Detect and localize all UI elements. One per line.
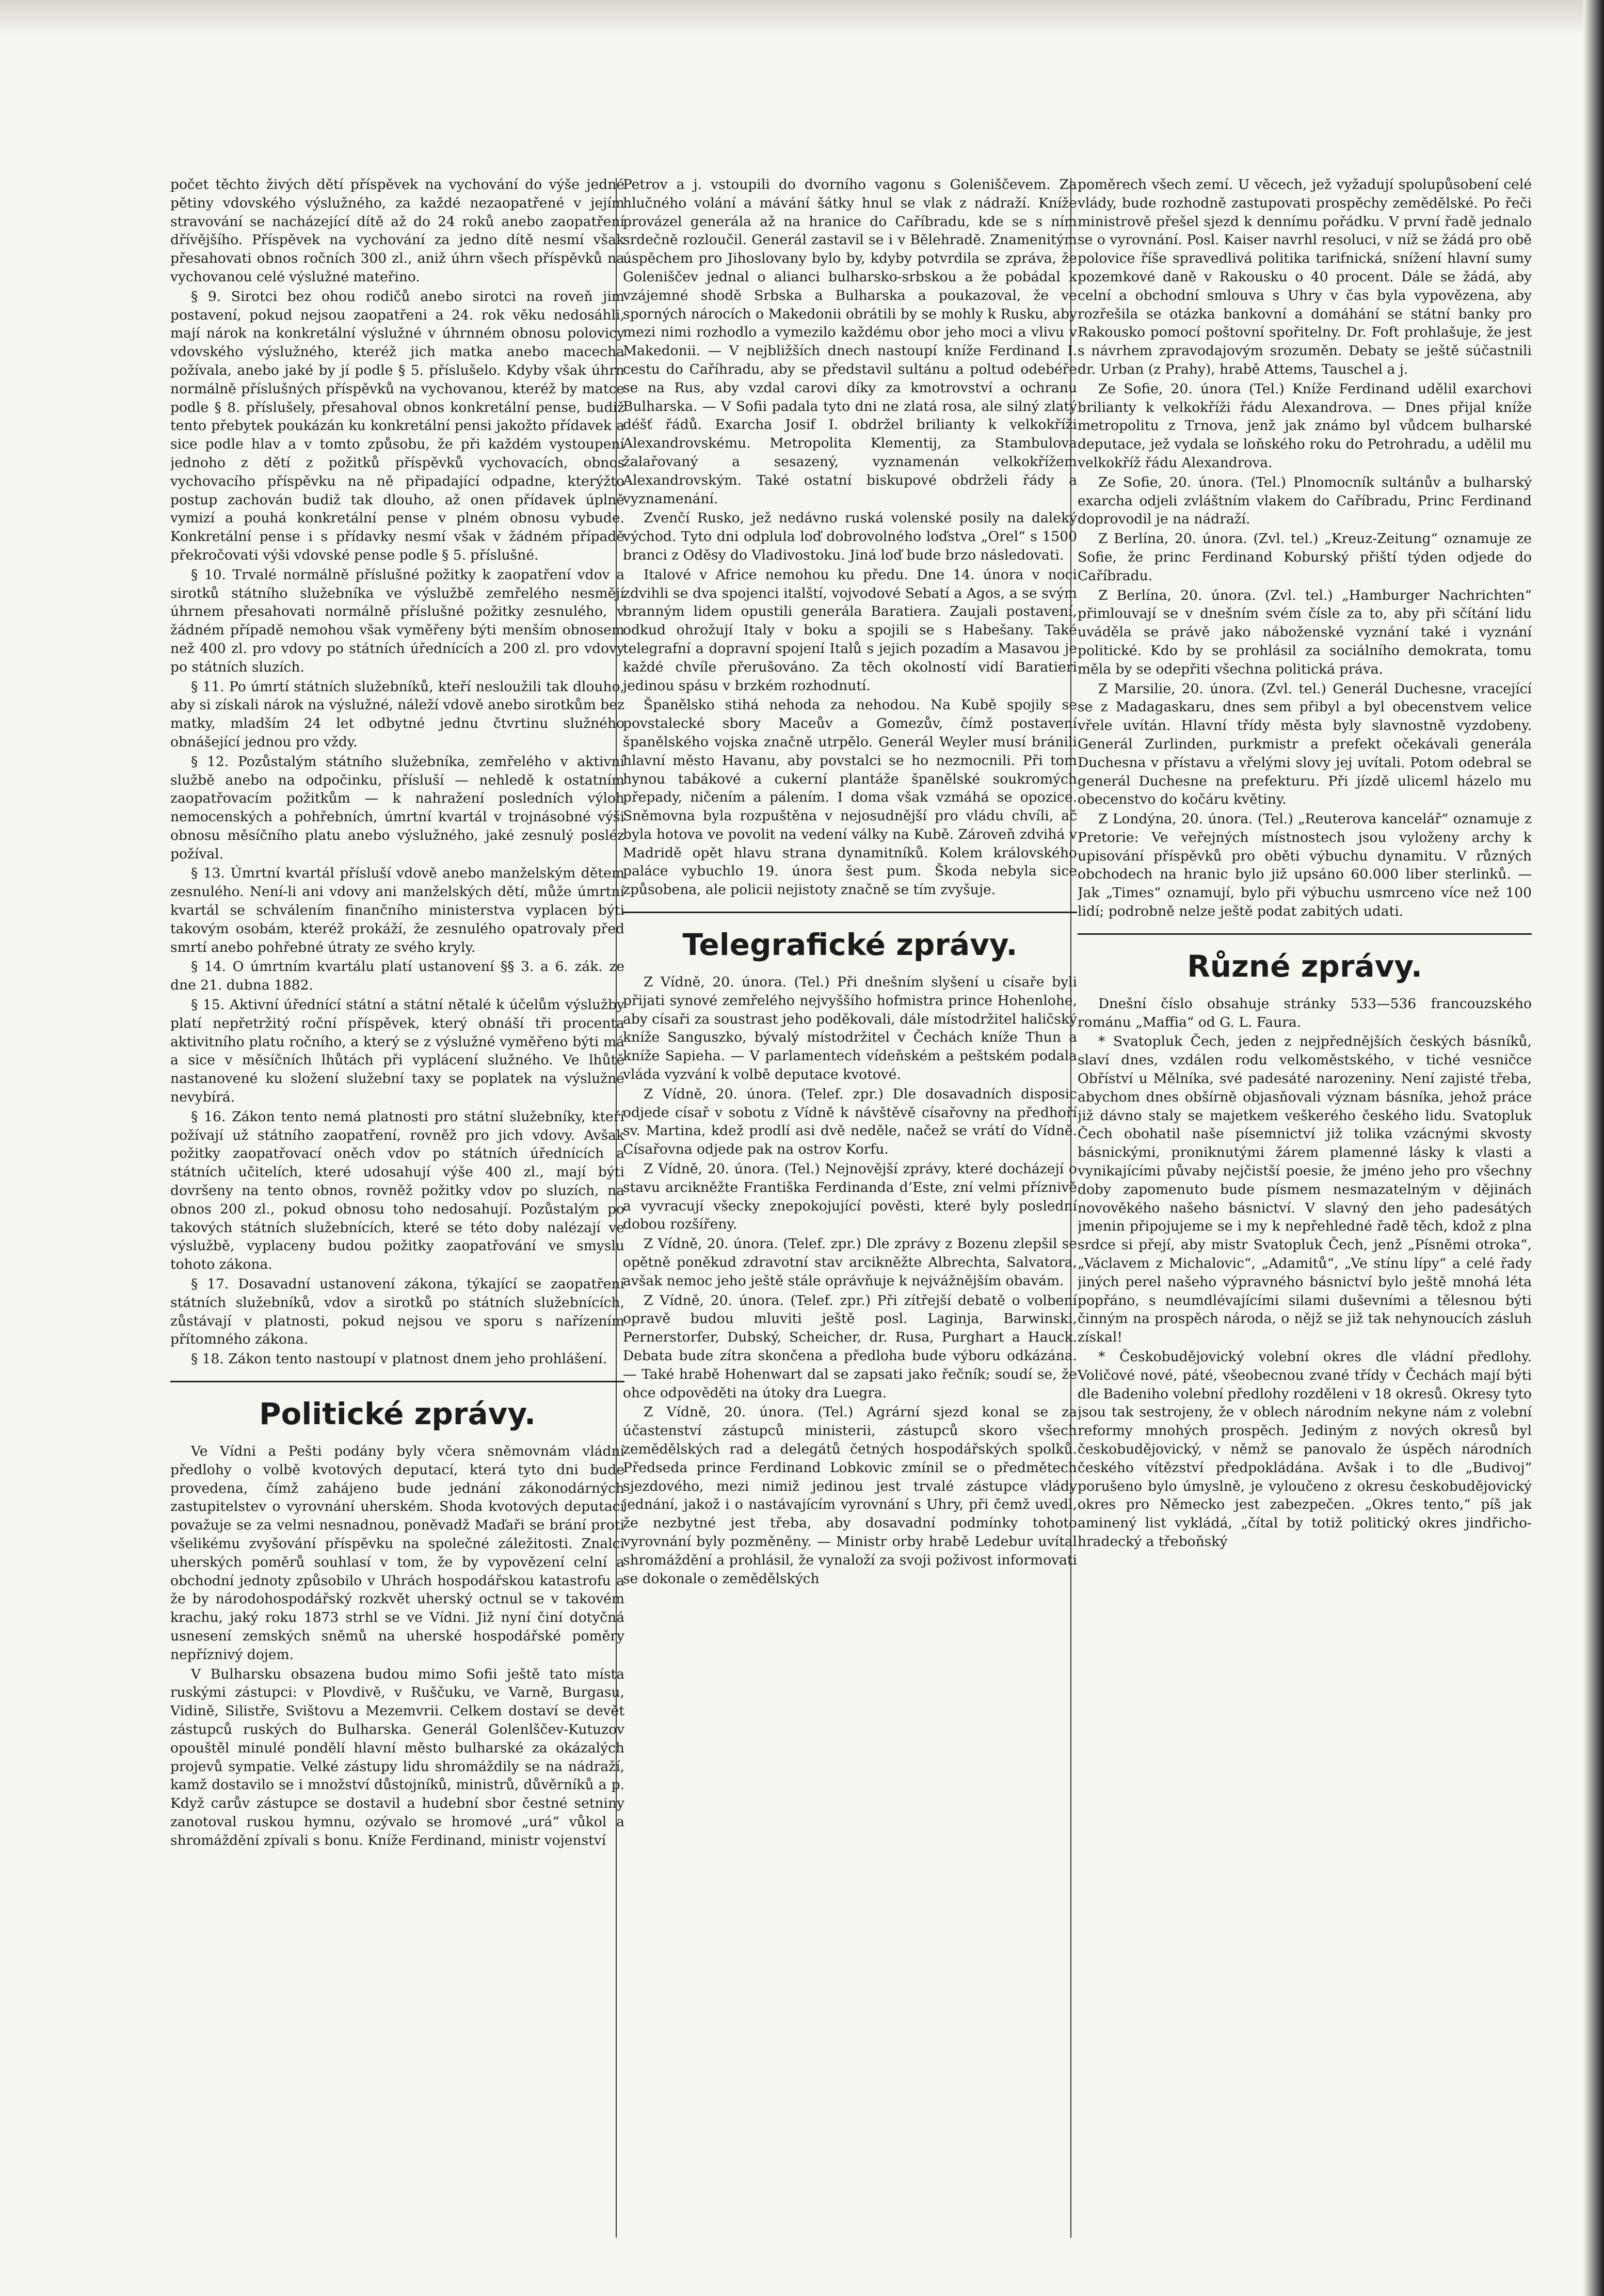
article-paragraph: počet těchto živých dětí příspěvek na vychování do výše jedné pětiny vdovského výslužného, za každé nezaopatřené v jejím stravování se nacházející dítě až do 24 roků anebo zaopatření dřívějšího. Příspěvek na vychování za jedno dítě nesmí však přesahovati obnos ročních 300 zl., aniž úhrn všech příspěvků na vychovanou celé výslužné mateřino.	[170, 177, 624, 285]
article-paragraph: § 17. Dosavadní ustanovení zákona, týkající se zaopatření státních služebníků, vdov a sirotků po státních služebnících, zůstávají v platnosti, pokud nejsou ve sporu s nařízením přítomného zákona.	[170, 1276, 624, 1348]
article-paragraph: Z Vídně, 20. února. (Tel.) Nejnovější zprávy, které docházejí o stavu arcikněžte Františka Ferdinanda d’Este, zní velmi příznivě a vyvracují všecky znepokojující pověsti, které byly poslední dobou rozšířeny.	[623, 1161, 1077, 1233]
section-rule	[623, 912, 1077, 913]
article-paragraph: * Svatopluk Čech, jeden z nejpřednějších českých básníků, slaví dnes, vzdálen rodu velkoměstského, v tiché vesničce Obříství u Mělníka, své padesáté narozeniny. Není zajisté třeba, abychom dnes obšírně objasňovali význam básníka, jehož práce již dávno staly se majetkem veškerého českého lidu. Svatopluk Čech obohatil naše písemnictví již tolika vzácnými skvosty básnickými, proniknutými žárem plamenné lásky k vlasti a vynikajícími půvaby nejčistší poesie, že jméno jeho pro všechny doby zapomenuto bude písmem nesmazatelným v dějinách novověkého našeho básnictví. V slavný den jeho padesátých jmenin připojujeme se i my k nepřehledné řadě těch, kdož z plna srdce si přejí, aby mistr Svatopluk Čech, jenž „Písněmi otroka“, „Václavem z Michalovic“, „Adamitů“, „Ve stínu lípy“ a celé řady jiných perel našeho výpravného básnictví bylo ještě mnohá léta popřáno, s neumdlévajícími silami duševními a tělesnou býti činným na prospěch národa, o nějž se již tak nehynoucích zásluh získal!	[1078, 1033, 1532, 1346]
column-right	[1078, 176, 1532, 2251]
article-paragraph: Španělsko stihá nehoda za nehodou. Na Kubě spojily se povstalecké sbory Maceův a Gomezův, čímž postavení španělského vojska značně utrpělo. Generál Weyler musí bránili hlavní město Havanu, aby povstalci se ho nezmocnili. Při tom hynou tabákové a cukerní plantáže španělské soukromých přepady, ničením a pálením. I doma však vzmáhá se opozice. Sněmovna byla rozpuštěna v nejosudnější pro vládu chvíli, ač byla hotova ve povolit na vedení války na Kubě. Zároveň zdvihá v Madridě opět hlavu strana dynamitníků. Kolem královského paláce vybuchlo 19. února šest pum. Škoda nebyla sice způsobena, ale policii nejistoty značně se tím zvyšuje.	[623, 697, 1077, 898]
article-paragraph: Z Berlína, 20. února. (Zvl. tel.) „Hamburger Nachrichten“ přimlouvají se v dnešním svém čísle za to, aby při sčítání lidu uváděla se právě jako náboženské vyznání také i vyznání politické. Kdo by se prohlásil za sociálního demokrata, tomu měla by se odepřiti všechna politická práva.	[1078, 587, 1532, 677]
section-heading: Politické zprávy.	[259, 1396, 536, 1431]
section-rule	[170, 1381, 624, 1382]
article-paragraph: Dnešní číslo obsahuje stránky 533—536 francouzského románu „Maffia“ od G. L. Faura.	[1078, 995, 1532, 1030]
article-paragraph: Z Vídně, 20. února. (Telef. zpr.) Dle dosavadních disposic odjede císař v sobotu z Vídně k návštěvě císařovny na předhoří sv. Martina, kdež prodlí asi dvě neděle, načež se vrátí do Vídně. Císařovna odjede pak na ostrov Korfu.	[623, 1086, 1077, 1158]
article-paragraph: Z Marsilie, 20. února. (Zvl. tel.) Generál Duchesne, vracející se z Madagaskaru, dnes sem přibyl a byl obecenstvem velice vřele uvítán. Hlavní třídy města byly slavnostně vyzdobeny. Generál Zurlinden, purkmistr a prefekt očekávali generála Duchesna v přístavu a vřelými slovy jej uvítali. Potom odebral se generál Duchesne na prefekturu. Při jízdě uliceml házelo mu obecenstvo do kočáru květiny.	[1078, 680, 1532, 808]
article-paragraph: § 16. Zákon tento nemá platnosti pro státní služebníky, kteří požívají už státního zaopatření, rovněž pro jich vdovy. Avšak požitky zaopatřovací oněch vdov po státních úřednících a státních učitelích, které udosahují výše 400 zl., mají býti dovršeny na tento obnos, rovněž požitky vdov po sluzích, na obnos 200 zl., pokud obnosu toho nedosahují. Pozůstalým po takových státních služebnících, které se této doby nalézají ve výslužbě, vyplaceny budou požitky zaopatřování ve smyslu tohoto zákona.	[170, 1108, 624, 1273]
article-paragraph: Ze Sofie, 20. února (Tel.) Kníže Ferdinand udělil exarchovi brilianty k velkokříži řádu Alexandrova. — Dnes přijal kníže metropolitu z Trnova, jenž jak známo byl vůdcem bulharské deputace, jež vydala se loňského roku do Petrohradu, a udělil mu velkokříž řádu Alexandrova.	[1078, 380, 1532, 471]
section-heading: Telegrafické zprávy.	[682, 927, 1018, 963]
article-paragraph: § 14. O úmrtním kvartálu platí ustanovení §§ 3. a 6. zák. ze dne 21. dubna 1882.	[170, 959, 624, 994]
article-paragraph: * Českobudějovický volební okres dle vládní předlohy. Voličové nové, páté, všeobecnou zvané třídy v Čechách mají býti dle Badeniho volební předlohy rozděleni v 18 okresů. Okresy tyto jsou tak sestrojeny, že v oblech národním nekyne nám z volební reformy mnohých prospěch. Jediným z nových okresů byl českobudějovický, v němž se panovalo že úspěch národních českého vítězství předpokládána. Avšak i to dle „Budivoj“ porušeno bylo úmyslně, je vyloučeno z okresu českobudějovický okres pro Německo jest zabezpečen. „Okres tento,“ píš jak aminený list vykládá, „čítal by totiž politický okres jindřicho-hradecký a třeboňský	[1078, 1349, 1532, 1550]
column-left	[170, 176, 624, 2251]
article-paragraph: § 12. Pozůstalým státního služebníka, zemřelého v aktivní službě anebo na odpočinku, přísluší — nehledě k ostatním zaopatřovacím požitkům — k nahražení posledních výloh nemocenských a pohřebních, úmrtní kvartál v trojnásobné výši obnosu měsíčního platu anebo výslužného, jaké zesnulý posléz požíval.	[170, 753, 624, 862]
article-paragraph: § 13. Úmrtní kvartál přísluší vdově anebo manželským dětem zesnulého. Není-li ani vdovy ani manželských dětí, může úmrtní kvartál se schválením finančního ministerstva vyplacen býti takovým osobám, kteréž prokáží, že zesnulého opatrovaly před smrtí anebo pohřebné útraty ze svého kryly.	[170, 865, 624, 955]
article-paragraph: Z Vídně, 20. února. (Tel.) Při dnešním slyšení u císaře byli přijati synové zemřelého nejvyššího hofmistra prince Hohenlohe, aby císaři za soustrast jeho poděkovali, dále místodržitel haličský kníže Sanguszko, bývalý místodržitel v Čechách kníže Thun a kníže Sapieha. — V parlamentech vídeňském a peštském podala vláda vyzvání k volbě deputace kvotové.	[623, 974, 1077, 1083]
article-paragraph: Z Vídně, 20. února. (Tel.) Agrární sjezd konal se za účastenství zástupců ministerii, zástupců skoro všech zemědělských rad a delegátů četných hospodářských spolků. Předseda prince Ferdinand Lobkovic zmínil se o předmětech sjezdového, mezi nimiž jedinou jest trvalé zástupce vlády jednání, jakož i o nastávajícím vyrovnání s Uhry, při čemž uvedl, že nezbytné jest třeba, aby dosavadní podmínky tohoto vyrovnání byly pozměněny. — Ministr orby hrabě Ledebur uvítal shromáždění a prohlásil, že vynaloží za svoji poživost informovati se dokonale o zemědělských	[623, 1404, 1077, 1587]
column-middle	[623, 176, 1077, 2251]
article-paragraph: Ze Sofie, 20. února. (Tel.) Plnomocník sultánův a bulharský exarcha odjeli zvláštním vlakem do Caříbradu, Princ Ferdinand doprovodil je na nádraží.	[1078, 474, 1532, 528]
article-paragraph: § 9. Sirotci bez ohou rodičů anebo sirotci na roveň jim postavení, pokud nejsou zaopatřeni a 24. rok věku nedosáhli, mají nárok na konkretální výslužné v úhrnném obnosu polovicy vdovského výslužného, kteréž jich matka anebo macecha požívala, anebo jaké by jí podle § 5. příslušelo. Kdyby však úhrn normálně příslušných příspěvků na vychovanou, kteréž by matce podle § 8. příslušely, přesahoval obnos konkretální pense, budiž tento přebytek poukázán ku konkretální pensi jakožto přídavek a sice podle hlav a v tomto způsobu, že při každém vystoupení jednoho z dětí z požitků příspěvků vychovacích, obnos vychovacího příspěvku na ně připadající odpadne, kterýžto postup zachován budiž tak dlouho, až onen přídavek úplně vymizí a pouhá konkretální pense v plném obnosu vybude. Konkretální pense i s přídavky nesmí však v žádném případě překročovati výši vdovské pense podle § 5. příslušné.	[170, 288, 624, 563]
article-paragraph: Zvenčí Rusko, jež nedávno ruská volenské posily na daleký východ. Tyto dni odplula loď dobrovolného loďstva „Orel“ s 1500 branci z Oděsy do Vladivostoku. Jiná loď bude brzo následovati.	[623, 510, 1077, 563]
scan-top-edge	[0, 0, 1604, 36]
article-paragraph: Z Londýna, 20. února. (Tel.) „Reuterova kancelář“ oznamuje z Pretorie: Ve veřejných místnostech jsou vyloženy archy k upisování příspěvků pro oběti výbuchu dynamitu. V různých obchodech na hranic bylo již upsáno 60.000 liber sterlinků. — Jak „Times“ oznamují, bylo při výbuchu usmrceno více než 100 lidí; podrobně nelze ještě podat zabitých udati.	[1078, 811, 1532, 920]
article-paragraph: § 18. Zákon tento nastoupí v platnost dnem jeho prohlášení.	[191, 1351, 607, 1367]
article-paragraph: Italové v Africe nemohou ku předu. Dne 14. února v noci zdvihli se dva spojenci italští, vojvodové Sebatí a Agos, a se svým branným lidem opustili generála Baratierа. Zaujali postavení, odkud ohrožují Italy v boku a spojili se s Habešany. Také telegrafní a dopravní spojení Italů s jejich pozadím a Masavou je každé chvíle přerušováno. Za těch okolností vidí Baratieri jedinou spásu v brzkém rozhodnutí.	[623, 566, 1077, 694]
article-paragraph: § 15. Aktivní úřednící státní a státní nětalé k účelům výslužby platí nepřetržitý roční příspěvek, který obnáší tři procenta aktivitního platu ročního, a který se z výslužné vyměřeno býti má a sice v měsíčních lhůtách při vyplácení služného. Ve lhůtě nastanovené ku složení služební taxy se poplatek na výslužné nevybírá.	[170, 997, 624, 1106]
article-paragraph: poměrech všech zemí. U věcech, jež vyžadují spolupůsobení celé vlády, bude rozhodně zastupovati prospěchy zemědělské. Po řeči ministrově přešel sjezd k dennímu pořádku. V první řadě jednalo se o vyrovnání. Posl. Kaiser navrhl resoluci, v níž se žádá pro obě polovice říše spravedlivá politika tarifnická, snížení hlavní sumy pozemkové daně v Rakousku o 40 procent. Dále se žádá, aby celní a obchodní smlouva s Uhry v čas byla vypovězena, aby rozřešila se otázka bankovní a domáhání se státní banky pro Rakousko pomocí poštovní spořitelny. Dr. Foft prohlašuje, že jest s návrhem zpravodajovým srozuměn. Debaty se ještě súčastnili dr. Urban (z Prahy), hrabě Attems, Tauschel a j.	[1078, 177, 1532, 377]
article-paragraph: Z Vídně, 20. února. (Telef. zpr.) Dle zprávy z Bozenu zlepšil se opětně poněkud zdravotní stav arcikněžte Albrechta, Salvatora, avšak nemoc jeho ještě stále oprávňuje k nejvážnějším obavám.	[623, 1236, 1077, 1289]
article-paragraph: V Bulharsku obsazena budou mimo Sofii ještě tato místa ruskými zástupci: v Plovdivě, v Ruščuku, ve Varně, Burgasu, Vidině, Silistře, Svištovu a Mezemvrii. Celkem dostaví se devět zástupců ruských do Bulharska. Generál Golenlščev-Kutuzov opouštěl minulé pondělí hlavní město bulharské za okázalých projevů sympatie. Velké zástupy lidu shromáždily se na nádraží, kamž dostavilo se i množství důstojníků, ministrů, důvěrníků a p. Když carův zástupce se dostavil a hudební sbor čestné setniny zanotoval ruskou hymnu, ozývalo se hromové „urá“ vůkol a shromáždění zpívali s bonu. Kníže Ferdinand, ministr vojenství	[170, 1666, 624, 1848]
article-paragraph: Z Berlína, 20. února. (Zvl. tel.) „Kreuz-Zeitung“ oznamuje ze Sofie, že princ Ferdinand Koburský přiští týden odjede do Caříbradu.	[1078, 531, 1532, 584]
article-paragraph: Ve Vídni a Pešti podány byly včera sněmovnám vládní předlohy o volbě kvotových deputací, která tyto dni bude provedena, čímž zahájeno bude jednání zákonodárných zastupitelstev o vyrovnání uherském. Shoda kvotových deputací považuje se za velmi nesnadnou, poněvadž Maďaři se brání proti všelikému zvyšování příspěvku na společné záležitosti. Znalci uherských poměrů souhlasí v tom, že by vypovězení celní a obchodní jednoty způsobilo v Uhrách hospodářskou katastrofu a že by národohospodářský rozkvět uherský octnul se v takovém krachu, jaký roku 1873 strhl se ve Vídni. Již nyní činí dotyčná usnesení zemských sněmů na uherské hospodářské poměry nepříznivý dojem.	[170, 1443, 624, 1663]
section-rule	[1078, 933, 1532, 935]
scan-right-edge	[1583, 0, 1604, 2296]
article-paragraph: § 11. Po úmrtí státních služebníků, kteří nesloužili tak dlouho, aby si získali nárok na výslužné, náleží vdově anebo sirotkům bez matky, mladším 24 let odbytné jednu čtvrtinu služného obnášející jednou pro vždy.	[170, 678, 624, 750]
article-paragraph: Z Vídně, 20. února. (Telef. zpr.) Při zítřejší debatě o volbení opravě budou mluviti ještě posl. Laginja, Barwinski, Pernerstorfer, Dubský, Scheicher, dr. Rusa, Purghart a Hauck. Debata bude zítra skončena a předloha bude výboru odkázána. — Také hrabě Hohenwart dal se zapsati jako řečník; soudí se, že ohce odpověděti na útoky dra Luegra.	[623, 1292, 1077, 1401]
article-paragraph: § 10. Trvalé normálně příslušné požitky k zaopatření vdov a sirotků státního služebníka ve výslužbě zemřelého nesmějí úhrnem přesahovati normálně příslušné požitky zesnulého, v žádném případě nemohou však vyměřeny býti menším obnosem než 400 zl. pro vdovy po státních úřednících a 200 zl. pro vdovy po státních sluzích.	[170, 566, 624, 675]
section-heading: Různé zprávy.	[1187, 948, 1422, 984]
article-paragraph: Petrov a j. vstoupili do dvorního vagonu s Goleniščevem. Za hlučného volání a mávání šátky hnul se vlak z nádraží. Kníže provázel generála až na hranice do Caříbradu, kde se s ním srdečně rozloučil. Generál zastavil se i v Bělehradě. Znamenitým úspěchem pro Jihoslovany bylo by, kdyby potvrdila se zpráva, že Goleniščev jednal o alianci bulharsko-srbskou a že pobádal k vzájemné shodě Srbska a Bulharska a poukazoval, že ve sporných nárocích o Makedonii obrátili by se mohly k Rusku, aby mezi nimi rozhodlo a vymezilo každému obor jeho moci a vlivu v Makedonii. — V nejbližších dnech nastoupí kníže Ferdinand I. cestu do Caříhradu, aby se představil sultánu a poltud odebéře se na Rus, aby vzdal carovi díky za kmotrovství a ochranu Bulharska. — V Sofii padala tyto dni ne zlatá rosa, ale silný zlatý déšť řádů. Exarcha Josif I. obdržel brilianty k velkokříži Alexandrovskému. Metropolita Klementij, za Stambulova žalařovaný a sesazený, vyznamenán velkokřížem Alexandrovským. Také ostatní biskupové obdrželi řády a vyznamenání.	[623, 177, 1077, 507]
